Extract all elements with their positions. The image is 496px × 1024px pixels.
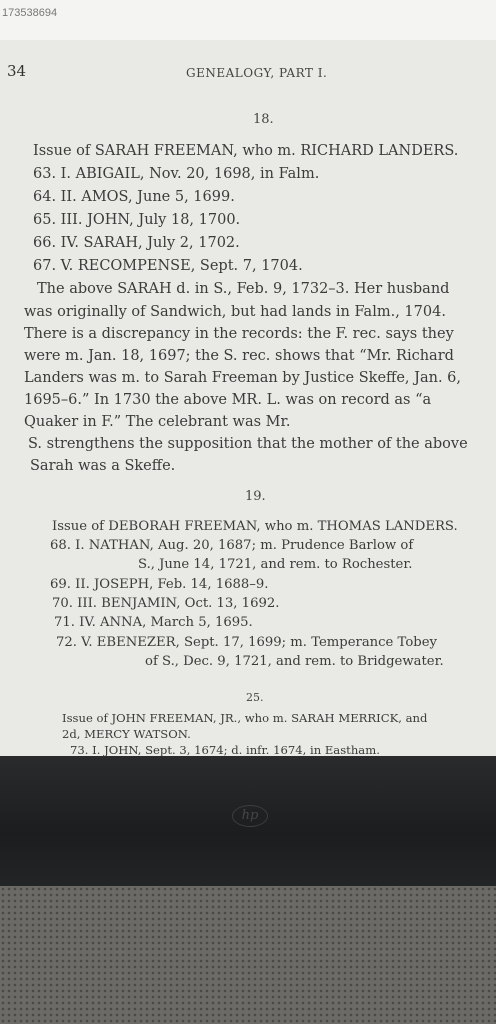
running-head: GENEALOGY, PART I. — [186, 66, 328, 80]
text-line: 63. I. ABIGAIL, Nov. 20, 1698, in Falm. — [33, 166, 320, 182]
text-line: 68. I. NATHAN, Aug. 20, 1687; m. Prudence Barlow of — [50, 538, 414, 553]
text-line: Issue of DEBORAH FREEMAN, who m. THOMAS LANDERS. — [52, 519, 458, 534]
text-line: There is a discrepancy in the records: the F. rec. says they — [24, 326, 454, 342]
text-line: 65. III. JOHN, July 18, 1700. — [33, 212, 241, 228]
tab-id: 173538694 — [2, 7, 58, 19]
section-number: 25. — [246, 691, 264, 704]
text-line: 72. V. EBENEZER, Sept. 17, 1699; m. Temperance Tobey — [56, 635, 437, 650]
text-line: 64. II. AMOS, June 5, 1699. — [33, 189, 235, 205]
text-line: The above SARAH d. in S., Feb. 9, 1732–3. Her husband — [37, 281, 450, 297]
section-number: 18. — [253, 112, 274, 127]
text-line: Issue of SARAH FREEMAN, who m. RICHARD LANDERS. — [33, 143, 459, 159]
text-line: of S., Dec. 9, 1721, and rem. to Bridgewater. — [145, 654, 444, 669]
text-line: S., June 14, 1721, and rem. to Rochester. — [138, 557, 413, 572]
page-number: 34 — [7, 62, 27, 80]
section-number: 19. — [245, 489, 266, 504]
text-line: Quaker in F.” The celebrant was Mr. — [24, 414, 291, 430]
page-header — [0, 60, 496, 86]
text-line: Sarah was a Skeffe. — [30, 458, 176, 474]
speaker-grille — [0, 886, 496, 1024]
text-line: Issue of JOHN FREEMAN, JR., who m. SARAH MERRICK, and — [62, 711, 428, 725]
book-page[interactable] — [0, 40, 496, 756]
browser-bar — [0, 0, 496, 41]
text-line: were m. Jan. 18, 1697; the S. rec. shows that “Mr. Richard — [24, 348, 454, 364]
text-line: Landers was m. to Sarah Freeman by Justice Skeffe, Jan. 6, — [24, 370, 461, 386]
text-line: S. strengthens the supposition that the mother of the above — [28, 436, 468, 452]
text-line: 2d, MERCY WATSON. — [62, 727, 191, 741]
text-line: 71. IV. ANNA, March 5, 1695. — [54, 615, 253, 630]
text-line: 70. III. BENJAMIN, Oct. 13, 1692. — [52, 596, 280, 611]
text-line: 73. I. JOHN, Sept. 3, 1674; d. infr. 1674, in Eastham. — [70, 743, 380, 756]
text-line: 1695–6.” In 1730 the above MR. L. was on record as “a — [24, 392, 432, 408]
text-line: was originally of Sandwich, but had lands in Falm., 1704. — [24, 304, 446, 320]
hp-logo-icon: hp — [232, 805, 268, 827]
text-line: 67. V. RECOMPENSE, Sept. 7, 1704. — [33, 258, 303, 274]
text-line: 69. II. JOSEPH, Feb. 14, 1688–9. — [50, 577, 269, 592]
text-line: 66. IV. SARAH, July 2, 1702. — [33, 235, 240, 251]
